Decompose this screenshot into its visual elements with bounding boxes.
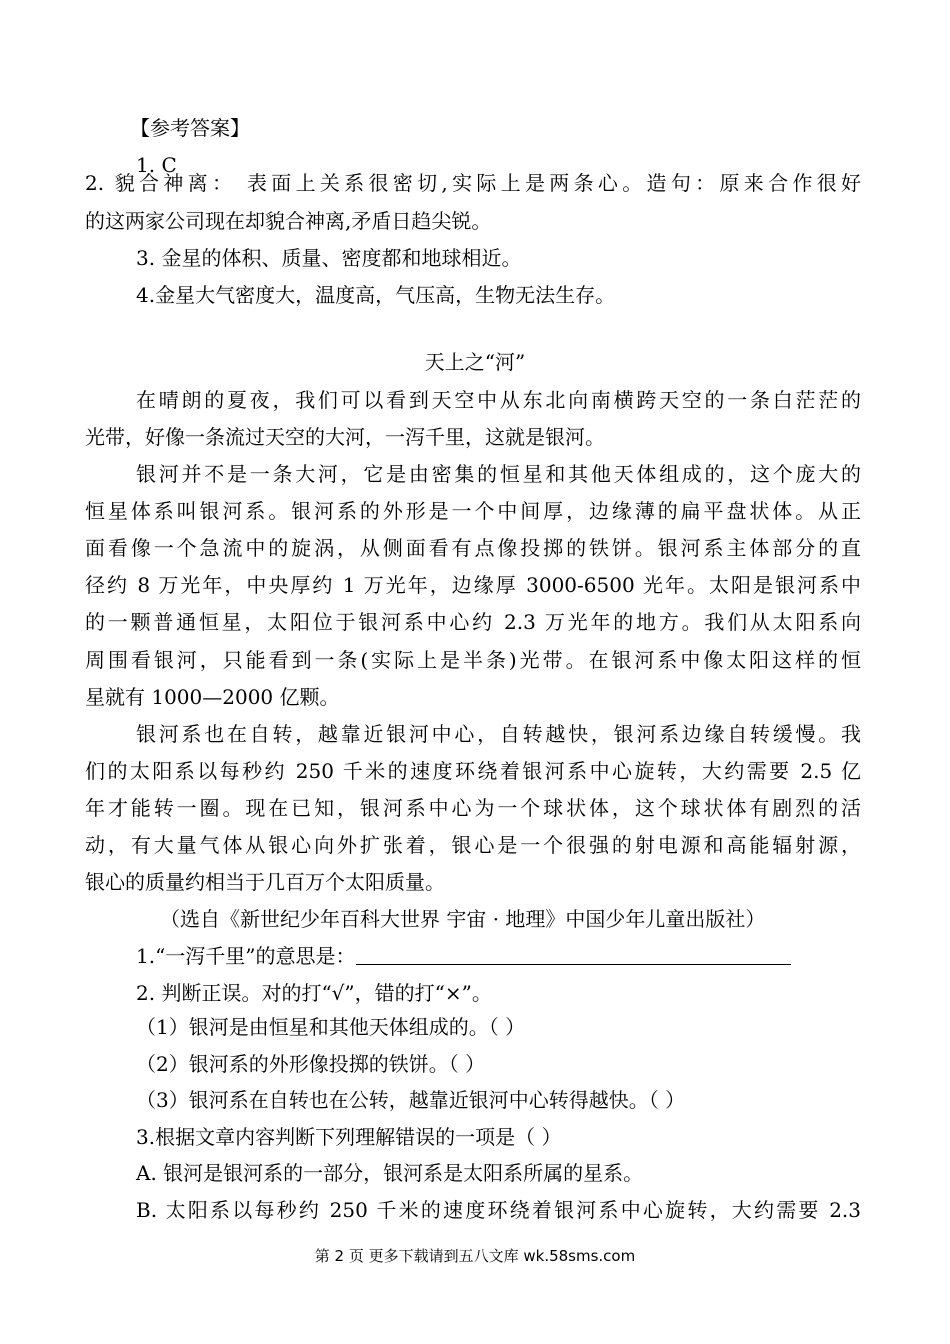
paragraph-2-line: 星就有 1000—2000 亿颗。 — [85, 685, 340, 709]
answer-blank[interactable] — [356, 944, 791, 965]
paragraph-3-line: 银心的质量约相当于几百万个太阳质量。 — [85, 870, 445, 894]
paragraph-3-line: 银河系也在自转，越靠近银河中心，自转越快，银河系边缘自转缓慢。我 — [136, 722, 861, 746]
paragraph-2-line: 的一颗普通恒星，太阳位于银河系中心约 2.3 万光年的地方。我们从太阳系向 — [85, 610, 861, 634]
question-3-option-b: B. 太阳系以每秒约 250 千米的速度环绕着银河系中心旋转，大约需要 2.3 — [136, 1198, 861, 1222]
paragraph-2-line: 面看像一个急流中的旋涡，从侧面看有点像投掷的铁饼。银河系主体部分的直 — [85, 536, 861, 560]
question-2-item-2: （2）银河系的外形像投掷的铁饼。（ ） — [136, 1052, 486, 1076]
answer-2-line-1: 2. 貌合神离： 表面上关系很密切,实际上是两条心。造句：原来合作很好 — [85, 171, 861, 195]
question-1-text: 1.“一泻千里”的意思是： — [136, 944, 356, 968]
question-2-item-1: （1）银河是由恒星和其他天体组成的。（ ） — [136, 1015, 526, 1039]
question-2-item-3: （3）银河系在自转也在公转，越靠近银河中心转得越快。（ ） — [136, 1088, 686, 1112]
paragraph-2-line: 径约 8 万光年，中央厚约 1 万光年，边缘厚 3000-6500 光年。太阳是银河系中 — [85, 573, 861, 597]
paragraph-1-line: 光带，好像一条流过天空的大河，一泻千里，这就是银河。 — [85, 425, 605, 449]
answer-2-line-2: 的这两家公司现在却貌合神离,矛盾日趋尖锐。 — [85, 209, 492, 233]
answer-4: 4.金星大气密度大，温度高，气压高，生物无法生存。 — [136, 283, 616, 307]
answer-3: 3. 金星的体积、质量、密度都和地球相近。 — [136, 246, 522, 270]
paragraph-3-line: 年才能转一圈。现在已知，银河系中心为一个球状体，这个球状体有剧烈的活 — [85, 796, 861, 820]
paragraph-2-line: 周围看银河，只能看到一条(实际上是半条)光带。在银河系中像太阳这样的恒 — [85, 648, 861, 672]
paragraph-3-line: 动，有大量气体从银心向外扩张着，银心是一个很强的射电源和高能辐射源， — [85, 833, 861, 857]
article-title: 天上之“河” — [424, 350, 526, 374]
answer-heading: 【参考答案】 — [130, 116, 250, 140]
paragraph-1-line: 在晴朗的夏夜，我们可以看到天空中从东北向南横跨天空的一条白茫茫的 — [136, 388, 861, 412]
paragraph-3-line: 们的太阳系以每秒约 250 千米的速度环绕着银河系中心旋转，大约需要 2.5 亿 — [85, 759, 861, 783]
page-footer: 第 2 页 更多下载请到五八文库 wk.58sms.com — [314, 1247, 636, 1265]
question-3: 3.根据文章内容判断下列理解错误的一项是（ ） — [136, 1125, 562, 1149]
answer-1: 1. C — [136, 153, 177, 177]
article-source: （选自《新世纪少年百科大世界 宇宙 · 地理》中国少年儿童出版社） — [160, 907, 766, 931]
paragraph-2-line: 银河并不是一条大河，它是由密集的恒星和其他天体组成的，这个庞大的 — [136, 462, 861, 486]
question-2: 2. 判断正误。对的打“√”，错的打“×”。 — [136, 981, 492, 1005]
question-1 — [136, 941, 791, 971]
paragraph-2-line: 恒星体系叫银河系。银河系的外形是一个中间厚，边缘薄的扁平盘状体。从正 — [85, 499, 861, 523]
question-3-option-a: A. 银河是银河系的一部分，银河系是太阳系所属的星系。 — [136, 1161, 644, 1185]
